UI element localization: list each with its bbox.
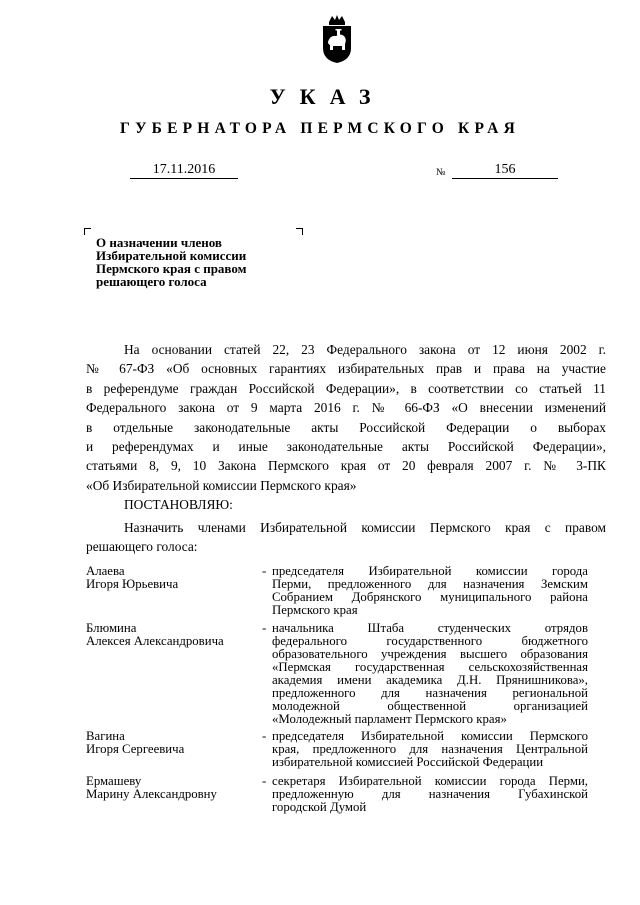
coat-of-arms-icon xyxy=(320,14,354,64)
subject-corner-left xyxy=(84,228,91,235)
member-dash: - xyxy=(262,621,267,635)
member-desc-line: избирательной комиссией Российской Федерации xyxy=(272,756,544,769)
member-desc-line: начальника Штаба студенческих отрядов xyxy=(272,622,588,635)
member-desc-line: края, предложенного для назначения Центральной xyxy=(272,743,588,756)
member-desc-line: городской Думой xyxy=(272,801,367,814)
subject-line: Избирательной комиссии xyxy=(96,248,247,263)
member-dash: - xyxy=(262,729,267,743)
member-desc-line: «Молодежный парламент Пермского края» xyxy=(272,713,507,726)
member-given-name: Игоря Сергеевича xyxy=(86,742,185,756)
member-dash: - xyxy=(262,564,267,578)
appoint-line: решающего голоса: xyxy=(86,539,198,555)
member-surname: Вагина xyxy=(86,729,125,743)
member-desc-line: федерального государственного бюджетного xyxy=(272,635,588,648)
member-name xyxy=(86,565,266,591)
member-name xyxy=(86,730,266,756)
member-desc-line: Пермского края xyxy=(272,604,358,617)
basis-line: в отдельные законодательные акты Российской Федерации о выборах xyxy=(86,419,606,435)
member-desc-line: «Пермская государственная сельскохозяйственная xyxy=(272,661,588,674)
basis-line: № 67-ФЗ «Об основных гарантиях избирательных прав и права на участие xyxy=(86,361,606,377)
date-underline xyxy=(130,178,238,179)
subject-line: Пермского края с правом xyxy=(96,261,247,276)
member-dash: - xyxy=(262,774,267,788)
document-title: УКАЗ xyxy=(269,84,385,109)
basis-paragraph xyxy=(86,340,606,495)
member-description xyxy=(272,565,588,617)
member-name xyxy=(86,622,266,648)
basis-line: «Об Избирательной комиссии Пермского края» xyxy=(86,477,357,493)
member-description xyxy=(272,730,588,769)
number-label: № xyxy=(436,167,446,178)
basis-line: в референдуме граждан Российской Федерации», в соответствии со статьей 11 xyxy=(86,380,606,396)
document-number: 156 xyxy=(494,162,516,177)
member-desc-line: молодежной общественной организацией xyxy=(272,700,588,713)
document-subtitle: ГУБЕРНАТОРА ПЕРМСКОГО КРАЯ xyxy=(120,120,520,137)
member-desc-line: Перми, предложенного для назначения Земским xyxy=(272,578,588,591)
member-given-name: Марину Александровну xyxy=(86,787,217,801)
member-surname: Алаева xyxy=(86,564,125,578)
member-description xyxy=(272,622,588,726)
subject-line: решающего голоса xyxy=(96,274,207,289)
member-description xyxy=(272,775,588,814)
member-surname: Ермашеву xyxy=(86,774,142,788)
member-desc-line: предложенного для назначения региональной xyxy=(272,687,588,700)
member-surname: Блюмина xyxy=(86,621,137,635)
appoint-paragraph xyxy=(86,518,606,557)
member-desc-line: образовательного учреждения высшего образования xyxy=(272,648,588,661)
number-underline xyxy=(452,178,558,179)
appoint-line: Назначить членами Избирательной комиссии Пермского края с правом xyxy=(124,520,606,535)
basis-line: статьями 8, 9, 10 Закона Пермского края от 20 февраля 2007 г. № 3-ПК xyxy=(86,458,606,474)
basis-line: Федерального закона от 9 марта 2016 г. № 66-ФЗ «О внесении изменений xyxy=(86,400,606,416)
member-desc-line: Собранием Добрянского муниципального района xyxy=(272,591,588,604)
member-name xyxy=(86,775,266,801)
subject-corner-right xyxy=(296,228,303,235)
member-desc-line: предложенную для назначения Губахинской xyxy=(272,788,588,801)
member-given-name: Алексея Александровича xyxy=(86,634,224,648)
member-desc-line: председателя Избирательной комиссии Пермского xyxy=(272,730,588,743)
member-desc-line: председателя Избирательной комиссии города xyxy=(272,565,588,578)
member-desc-line: секретаря Избирательной комиссии города Перми, xyxy=(272,775,588,788)
document-subject xyxy=(96,236,296,288)
decree-word: ПОСТАНОВЛЯЮ: xyxy=(124,497,233,512)
member-desc-line: академия имени академика Д.Н. Прянишникова», xyxy=(272,674,588,687)
basis-line: На основании статей 22, 23 Федерального закона от 12 июня 2002 г. xyxy=(124,342,606,357)
basis-line: и референдумах и иные законодательные акты Российской Федерации», xyxy=(86,438,606,454)
document-date: 17.11.2016 xyxy=(152,162,216,177)
subject-line: О назначении членов xyxy=(96,235,222,250)
member-given-name: Игоря Юрьевича xyxy=(86,577,179,591)
